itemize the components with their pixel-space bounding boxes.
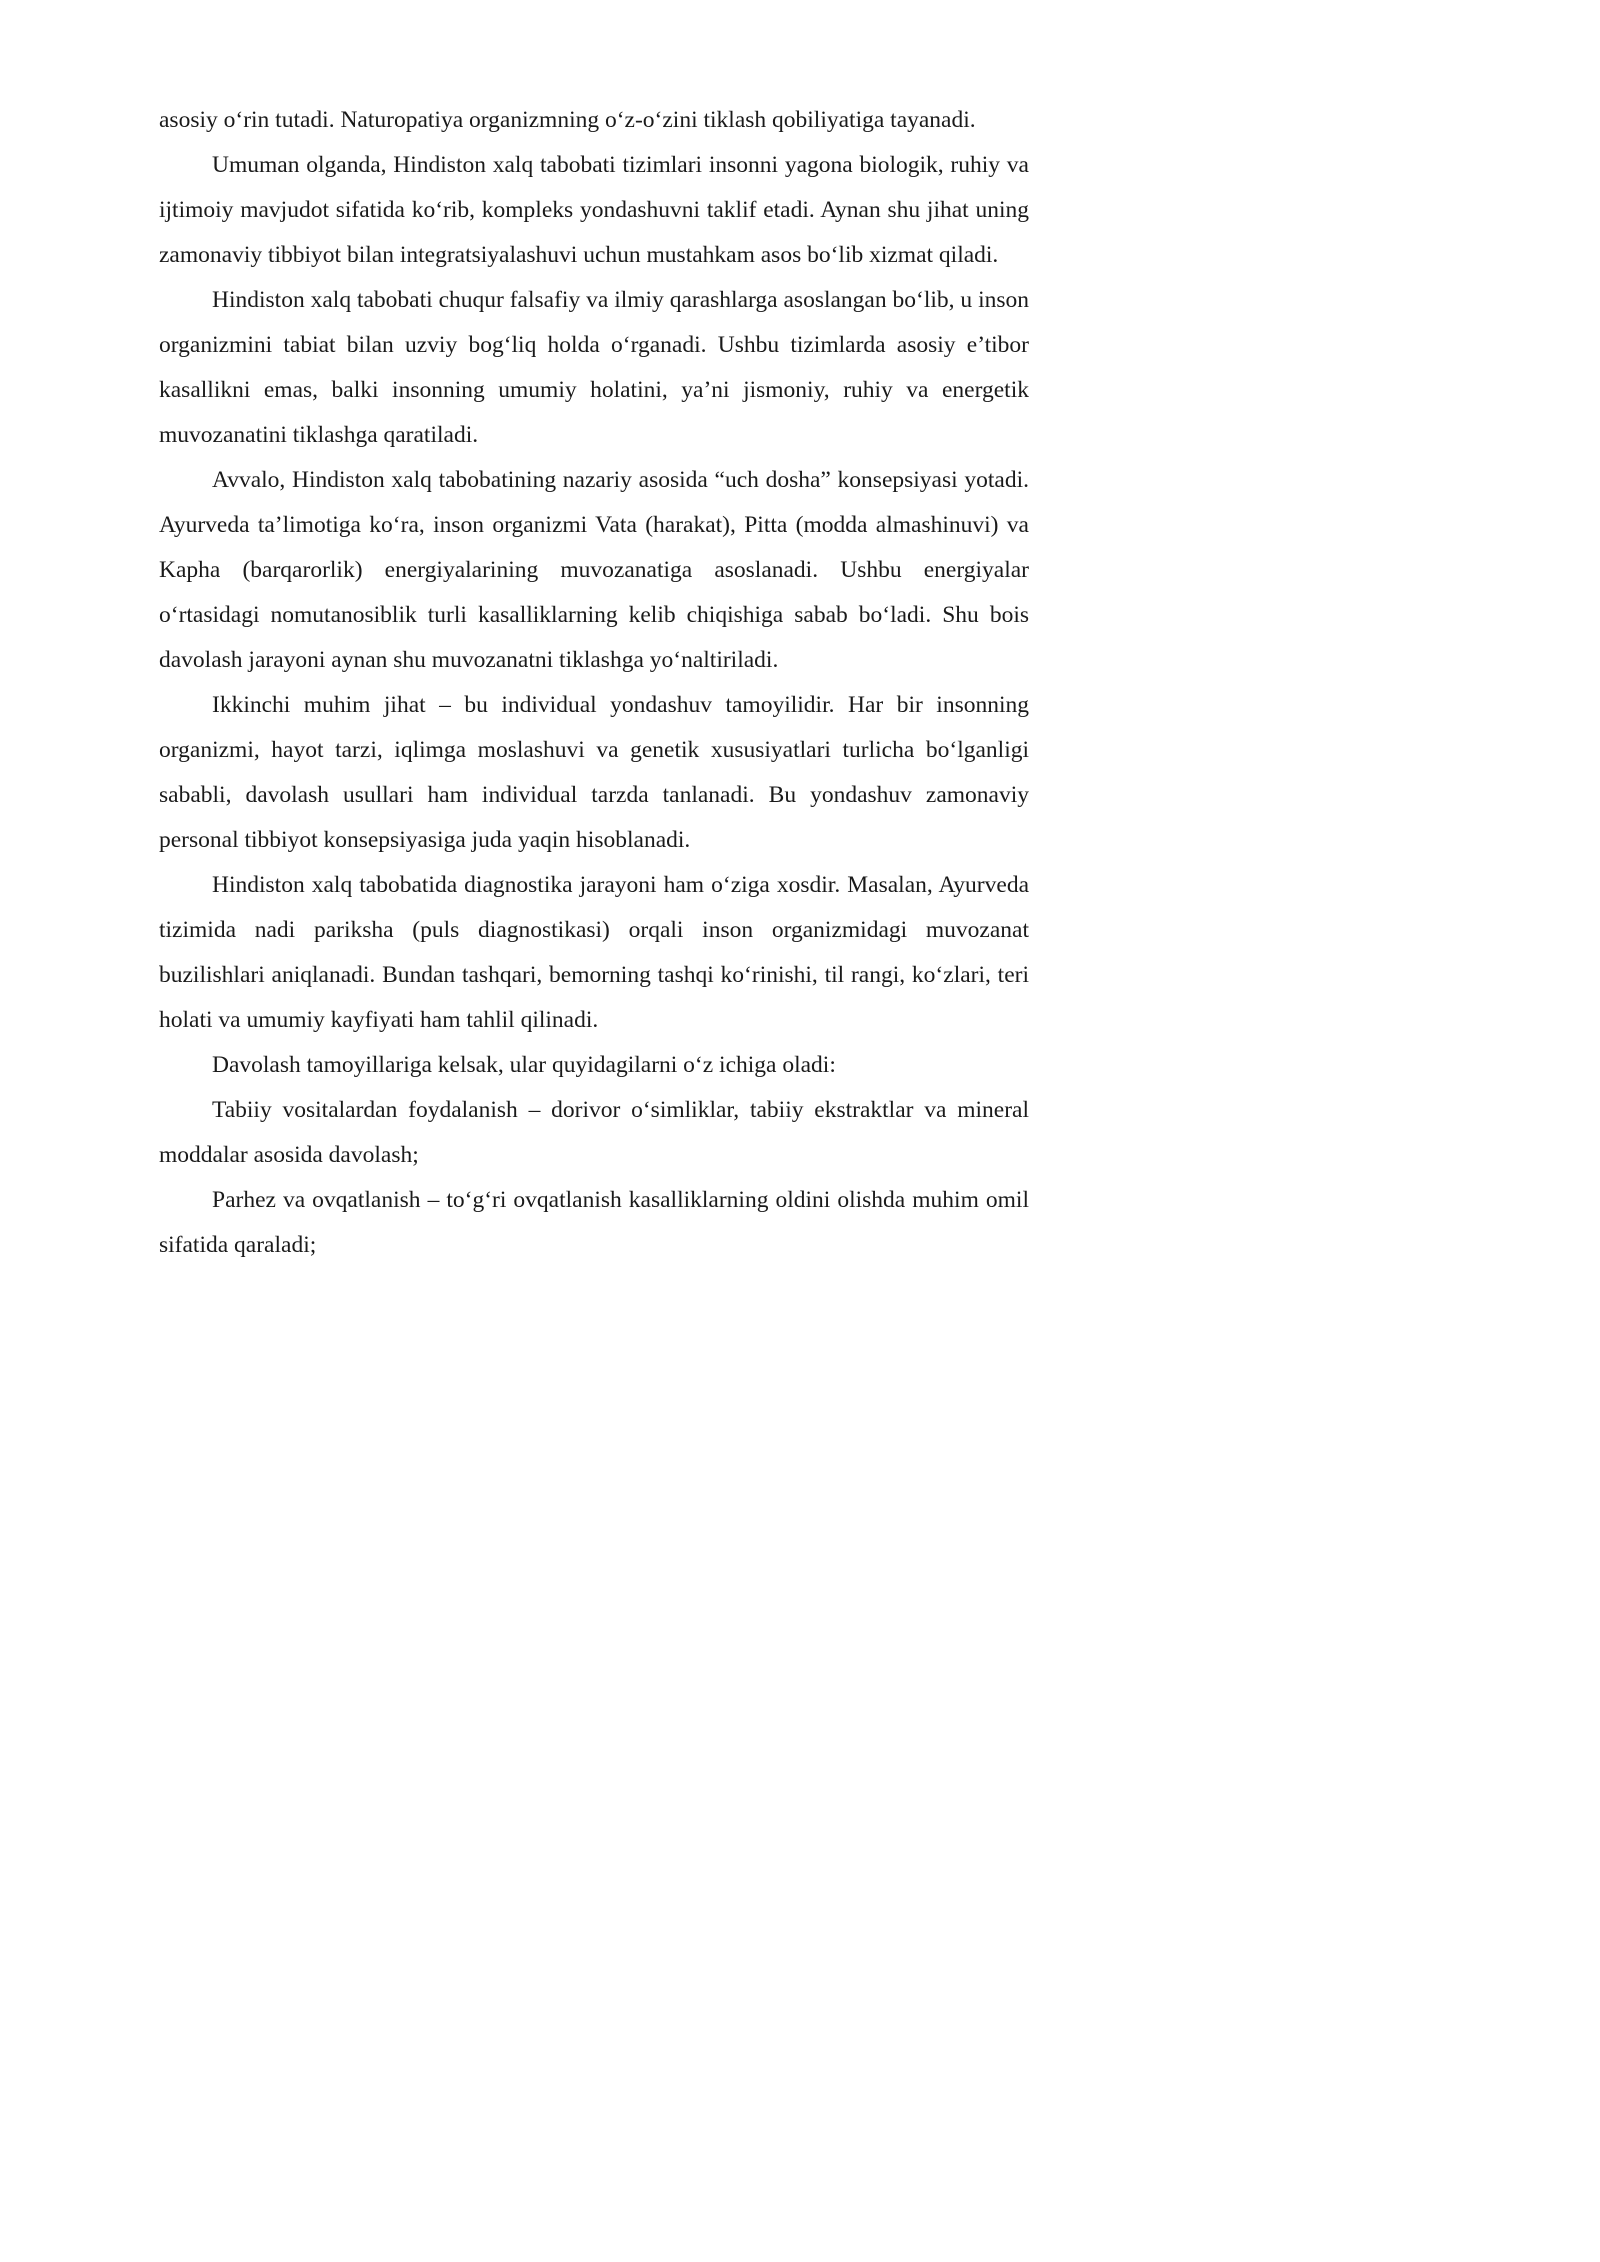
document-page xyxy=(0,0,1105,1561)
paragraph: Hindiston xalq tabobatida diagnostika jarayoni ham o‘ziga xosdir. Masalan, Ayurveda tizimida nadi pariksha (puls diagnostikasi) orqali inson organizmidagi muvozanat buzilishlari aniqlanadi. Bundan tashqari, bemorning tashqi ko‘rinishi, til rangi, ko‘zlari, teri holati va umumiy kayfiyati ham tahlil qilinadi. xyxy=(159,872,1029,1033)
paragraph: Ikkinchi muhim jihat – bu individual yondashuv tamoyilidir. Har bir insonning organizmi, hayot tarzi, iqlimga moslashuvi va genetik xususiyatlari turlicha bo‘lganligi sababli, davolash usullari ham individual tarzda tanlanadi. Bu yondashuv zamonaviy personal tibbiyot konsepsiyasiga juda yaqin hisoblanadi. xyxy=(159,692,1029,853)
paragraph: Hindiston xalq tabobati chuqur falsafiy va ilmiy qarashlarga asoslangan bo‘lib, u inson organizmini tabiat bilan uzviy bog‘liq holda o‘rganadi. Ushbu tizimlarda asosiy e’tibor kasallikni emas, balki insonning umumiy holatini, ya’ni jismoniy, ruhiy va energetik muvozanatini tiklashga qaratiladi. xyxy=(159,287,1029,448)
document-body xyxy=(159,98,1029,1268)
paragraph-continued: asosiy o‘rin tutadi. Naturopatiya organizmning o‘z-o‘zini tiklash qobiliyatiga tayanadi. xyxy=(159,107,976,133)
list-paragraph: Parhez va ovqatlanish – to‘g‘ri ovqatlanish kasalliklarning oldini olishda muhim omil sifatida qaraladi; xyxy=(159,1187,1029,1258)
list-paragraph: Tabiiy vositalardan foydalanish – dorivor o‘simliklar, tabiiy ekstraktlar va mineral moddalar asosida davolash; xyxy=(159,1097,1029,1168)
paragraph: Umuman olganda, Hindiston xalq tabobati tizimlari insonni yagona biologik, ruhiy va ijtimoiy mavjudot sifatida ko‘rib, kompleks yondashuvni taklif etadi. Aynan shu jihat uning zamonaviy tibbiyot bilan integratsiyalashuvi uchun mustahkam asos bo‘lib xizmat qiladi. xyxy=(159,152,1029,268)
paragraph: Avvalo, Hindiston xalq tabobatining nazariy asosida “uch dosha” konsepsiyasi yotadi. Ayurveda ta’limotiga ko‘ra, inson organizmi Vata (harakat), Pitta (modda almashinuvi) va Kapha (barqarorlik) energiyalarining muvozanatiga asoslanadi. Ushbu energiyalar o‘rtasidagi nomutanosiblik turli kasalliklarning kelib chiqishiga sabab bo‘ladi. Shu bois davolash jarayoni aynan shu muvozanatni tiklashga yo‘naltiriladi. xyxy=(159,467,1029,673)
paragraph: Davolash tamoyillariga kelsak, ular quyidagilarni o‘z ichiga oladi: xyxy=(212,1052,836,1078)
